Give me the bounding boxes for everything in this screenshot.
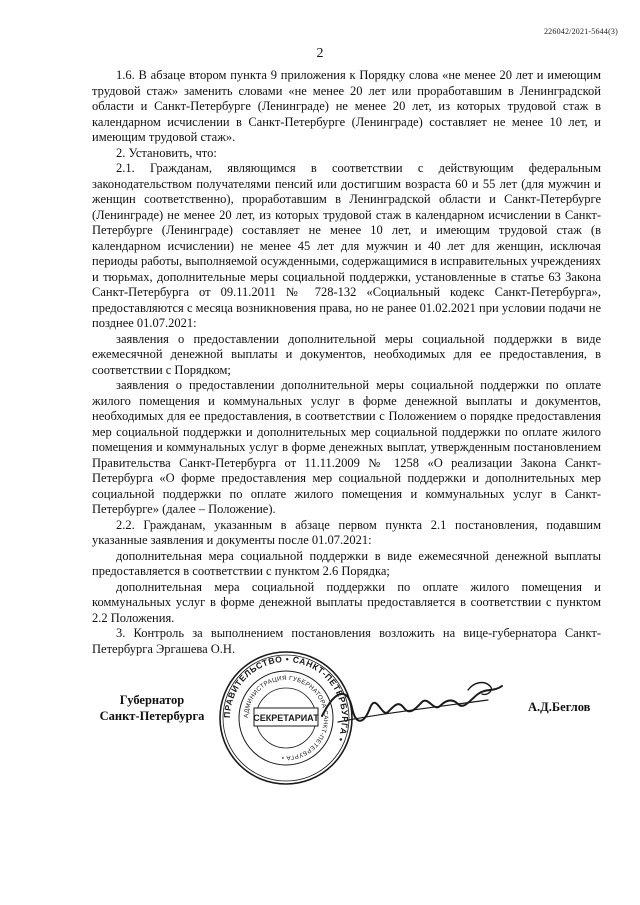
seal-center-text: СЕКРЕТАРИАТ	[253, 713, 319, 723]
signatory-title-line-2: Санкт-Петербурга	[99, 709, 205, 723]
paragraph-2-1-a: заявления о предоставлении дополнительной меры социальной поддержки в виде ежемесячной денежной выплаты и документов, необходимых для ее предоставления, в соответствии с Порядком;	[92, 331, 601, 377]
document-body	[92, 68, 601, 657]
document-id: 226042/2021-5644(3)	[543, 27, 618, 36]
seal-inner-ring-text: АДМИНИСТРАЦИЯ ГУБЕРНАТОРА САНКТ-ПЕТЕРБУРГА •	[242, 674, 330, 762]
paragraph-2-1: 2.1. Гражданам, являющимся в соответствии с действующим федеральным законодательством получателями пенсий или достигшим возраста 60 и 55 лет (для мужчин и женщин соответственно), проработавшим в Ленинградской области и Санкт-Петербурге (Ленинграде) не менее 20 лет, из которых трудовой стаж в календарном исчислении в Санкт-Петербурге (Ленинграде) составляет не менее 10 лет, и имеющим трудовой стаж (в календарном исчислении) не менее 45 лет для мужчин и 40 лет для женщин, исключая периоды работы, выполняемой осужденными, содержащимися в исправительных учреждениях и тюрьмах, дополнительные меры социальной поддержки, установленные в статье 63 Закона Санкт-Петербурга от 09.11.2011 № 728-132 «Социальный кодекс Санкт-Петербурга», предоставляются с месяца возникновения права, но не ранее 01.02.2021 при условии подачи не позднее 01.07.2021:	[92, 161, 601, 330]
signatory-title	[92, 692, 212, 724]
paragraph-1-6: 1.6. В абзаце втором пункта 9 приложения к Порядку слова «не менее 20 лет и имеющим трудовой стаж» заменить словами «не менее 20 лет или проработавшим в Ленинградской области и Санкт-Петербурге (Ленинграде) не менее 20 лет, из которых трудовой стаж в календарном исчислении в Санкт-Петербурге (Ленинграде) составляет не менее 10 лет, и имеющим трудовой стаж».	[92, 68, 601, 144]
handwritten-signature	[318, 678, 508, 738]
paragraph-2-1-b: заявления о предоставлении дополнительной меры социальной поддержки по оплате жилого помещения и коммунальных услуг в форме денежной выплаты и документов, необходимых для ее предоставления, в соответствии с Положением о порядке предоставления мер социальной поддержки и дополнительных мер социальной поддержки по оплате жилого помещения и коммунальных услуг в форме денежных выплат, утвержденным постановлением Правительства Санкт-Петербурга от 11.11.2009 № 1258 «О реализации Закона Санкт-Петербурга «О форме предоставления мер социальной поддержки и дополнительных мер социальной поддержки по оплате жилого помещения и коммунальных услуг в Санкт-Петербурге» (далее – Положение).	[92, 378, 601, 516]
paragraph-2: 2. Установить, что:	[116, 145, 217, 160]
paragraph-2-2-b: дополнительная мера социальной поддержки по оплате жилого помещения и коммунальных услуг в форме денежной выплаты предоставляется в соответствии с пунктом 2.2 Положения.	[92, 579, 601, 625]
paragraph-2-2: 2.2. Гражданам, указанным в абзаце первом пункта 2.1 постановления, подавшим указанные заявления и документы после 01.07.2021:	[92, 517, 601, 547]
signatory-title-line-1: Губернатор	[119, 693, 185, 707]
paragraph-3: 3. Контроль за выполнением постановления возложить на вице-губернатора Санкт-Петербурга Эргашева О.Н.	[92, 626, 601, 656]
signatory-name: А.Д.Беглов	[528, 700, 591, 714]
paragraph-2-2-a: дополнительная мера социальной поддержки в виде ежемесячной денежной выплаты предоставляется в соответствии с пунктом 2.6 Порядка;	[92, 548, 601, 578]
page-number: 2	[316, 46, 324, 61]
signature-block	[0, 640, 640, 800]
seal-ring-text: ПРАВИТЕЛЬСТВО • САНКТ-ПЕТЕРБУРГА •	[221, 653, 351, 744]
